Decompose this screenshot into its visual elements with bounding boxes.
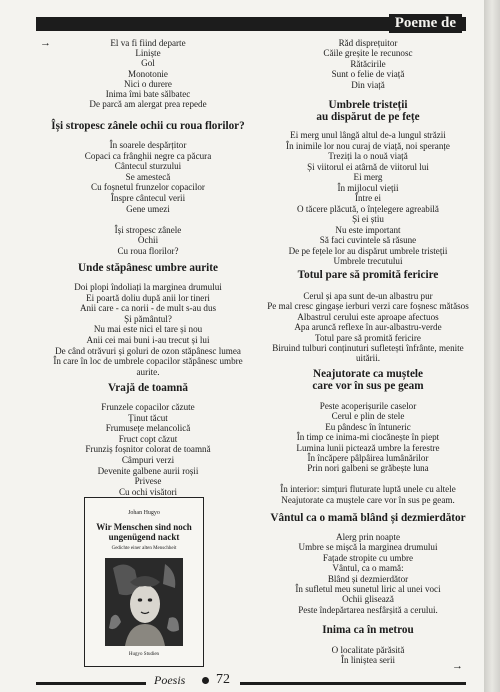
poem-line: Anii cei mai buni i-au trecut și lui [86,334,210,345]
poem-line: Biruind tulburi conținuturi sufletești înfrânte, menite [272,343,464,354]
poem-title: Neajutorate ca muștele care vor în sus pe geam [312,368,424,392]
poem-body [258,401,478,505]
poem-line: În interior: simțuri fluturate luptă unele cu altele [280,484,456,495]
poem-line: Ochii [137,235,159,246]
poem-line: Și pământul? [124,313,172,324]
poem-line: Nu mai este nici el tare și nou [93,324,203,335]
poem-line: Din viață [351,79,385,90]
footer-rule-right [240,682,466,685]
poem-line: Privese [134,476,162,487]
poem-line: Treziți la o nouă viață [328,151,408,161]
poem-title: Unde stăpânesc umbre aurite [78,262,218,274]
poem-line: Rǎd disprețuitor [338,38,398,48]
poem-line: Se amestecă [125,171,171,182]
poem-line: Și ei știu [352,214,384,224]
poem-line: Alerg prin noapte [336,532,400,542]
poem-line: Cu roua florilor? [117,245,179,256]
footer-rule-left [36,682,146,685]
poem-line: Ei merg unul lângă altul de-a lungul străzii [290,130,446,140]
poem-line: Albastrul cerului este aproape afectuos [297,311,439,322]
poem-line: O tăcere plăcută, o înțelegere agreabilă [297,203,439,214]
poem-line: Vântul, ca o mamă: [332,563,404,574]
poem-line: De parcă am alergat prea repede [89,99,207,110]
next-page-edge [484,0,500,692]
poem-line: Monotonie [128,68,168,79]
poem-line: Fruct copt căzut [118,433,178,444]
arrow-right-icon: → [40,37,51,49]
poem-line: Copaci ca frânghii negre ca păcura [84,150,212,161]
poem-title: Totul pare să promită fericire [297,269,439,281]
poem-line: Nu este important [335,224,401,235]
poem-line: Ei poartă doliu după anii lor tineri [86,292,210,303]
poem-line: Prin nori galbeni se grăbește luna [307,463,429,474]
poem-line: Eu pândesc în întuneric [325,421,411,432]
poem-line: Cu foșnetul frunzelor copacilor [91,182,205,193]
poem-line: Fațade stropite cu umbre [322,552,414,563]
poem-line: Să faci cuvintele să răsune [319,235,417,245]
page-number: 72 [216,672,230,687]
poem-line: Gol [141,58,155,69]
poem-line: În încăpere pâlpâirea lumânărilor [307,453,429,464]
poem-line: Totul pare să promită fericire [315,332,421,343]
book-author: Johan Hugyo [128,510,160,516]
poem-line: Între ei [354,193,381,203]
poem-line: Ochii glisează [342,594,394,605]
arrow-right-icon: → [452,660,463,672]
poem-line: În soarele despărțitor [109,140,187,150]
poem-line: Inima îmi bate sălbatec [105,89,191,100]
poem-line: Peste îndepărtarea nesfârșită a cerului. [298,604,438,615]
book-publisher: Hugyo Studien [128,652,160,657]
poem-line: Cerul e plin de stele [331,411,405,422]
poem-body [258,291,478,364]
poem-line: Cerul și apa sunt de-un albastru pur [303,291,433,301]
poem-line: Blând și dezmierdător [327,573,409,584]
poem-line: Liniște [135,48,161,59]
poem-line: Ținut tăcut [128,412,168,423]
poem-title: Inima ca în metrou [322,624,414,636]
poem-line: De când otrăvuri și goluri de ozon stăpânesc lumea [55,345,241,356]
poem-line: În timp ce inima-mi ciocănește în piept [296,432,440,443]
poem-body [258,645,478,666]
poem-body [38,140,258,257]
poem-line: De pe fețele lor au dispărut umbrele tristeții [288,245,448,256]
poem-line: În inimile lor nou curaj de viață, noi speranțe [286,140,450,151]
poem-line: El va fi fiind departe [110,38,186,48]
book-cover [84,497,204,667]
poem-line: Devenite galbene aurii roșii [97,465,199,476]
poem-line: Nici o durere [124,78,172,89]
poem-line: Umbre se mișcă la marginea drumului [298,542,438,553]
poem-line: Ei merg [353,172,383,182]
poem-line: Umbrele trecutului [333,256,403,266]
poem-line: Neajutorate ca muștele care vor în sus pe geam. [281,494,455,505]
poem-line: Lumina lunii pictează umbre la ferestre [296,442,440,453]
poem-line: Cântecul sturzului [114,161,182,172]
poem-line: În liniștea serii [340,655,396,666]
poem-line: Frunzele copacilor căzute [101,402,195,412]
poem-line: Peste acoperișurile caselor [319,401,417,411]
section-title: Poeme de [389,14,462,33]
poem-line: Anii care - ca norii - de mult s-au dus [79,303,217,314]
poem-line: Cu ochi visători [118,486,178,497]
book-title: Wir Menschen sind noch ungenügend nackt [96,522,192,542]
poem-title: Vrajă de toamnă [108,382,188,394]
poem-line: uitării. [356,353,380,364]
poem-line: Frunziș foșnitor colorat de toamnă [85,444,211,455]
book-subtitle: Gedichte einer alten Menschheit [111,546,177,551]
poem-title: Umbrele tristeții au dispărut de pe fețe [316,99,420,123]
poem-line: Rătăcirile [350,58,386,69]
poem-line: Și viitorul ei atârnă de viitorul lui [307,161,429,172]
poem-title: Își stropesc zânele ochii cu roua florilor? [51,120,245,132]
poem-line [38,214,258,225]
poem-line: Apa aruncă reflexe în aur-albastru-verde [294,322,442,333]
poem-line: În sufletul meu sunetul liric al unei voci [295,584,441,595]
footer-dot [202,677,209,684]
poem-line: Frumusețe melancolică [105,423,191,434]
poem-body [258,532,478,615]
poem-line: În care în loc de umbrele copacilor stăpânesc umbre [53,356,243,367]
footer-brand: Poesis [154,673,186,687]
poem-line: aurite. [136,366,160,377]
poem-line: Căile greșite le recunosc [323,48,413,59]
poem-body [38,282,258,377]
poem-body [258,130,478,267]
poem-line: Câmpuri verzi [121,454,175,465]
poem-line: Gene umezi [126,203,170,214]
poem-line: O localitate părăsită [331,645,405,655]
poem-body [38,402,258,497]
poem-title: Vântul ca o mamă blând și dezmierdător [270,512,466,524]
poem-line: Doi plopi îndoliați la marginea drumului [74,282,222,292]
poem-line: Înspre cântecul verii [110,192,186,203]
poem-continuation-left [38,38,258,109]
poem-line [258,474,478,484]
poem-line: În mijlocul vieții [337,182,399,193]
poem-line: Își stropesc zânele [114,224,182,235]
poem-continuation-right [258,38,478,90]
poem-line: Sunt o felie de viață [331,69,405,80]
poem-line: Pe mal cresc gingașe ierburi verzi care foșnesc mătăsos [267,301,469,312]
book-illustration [105,558,183,646]
